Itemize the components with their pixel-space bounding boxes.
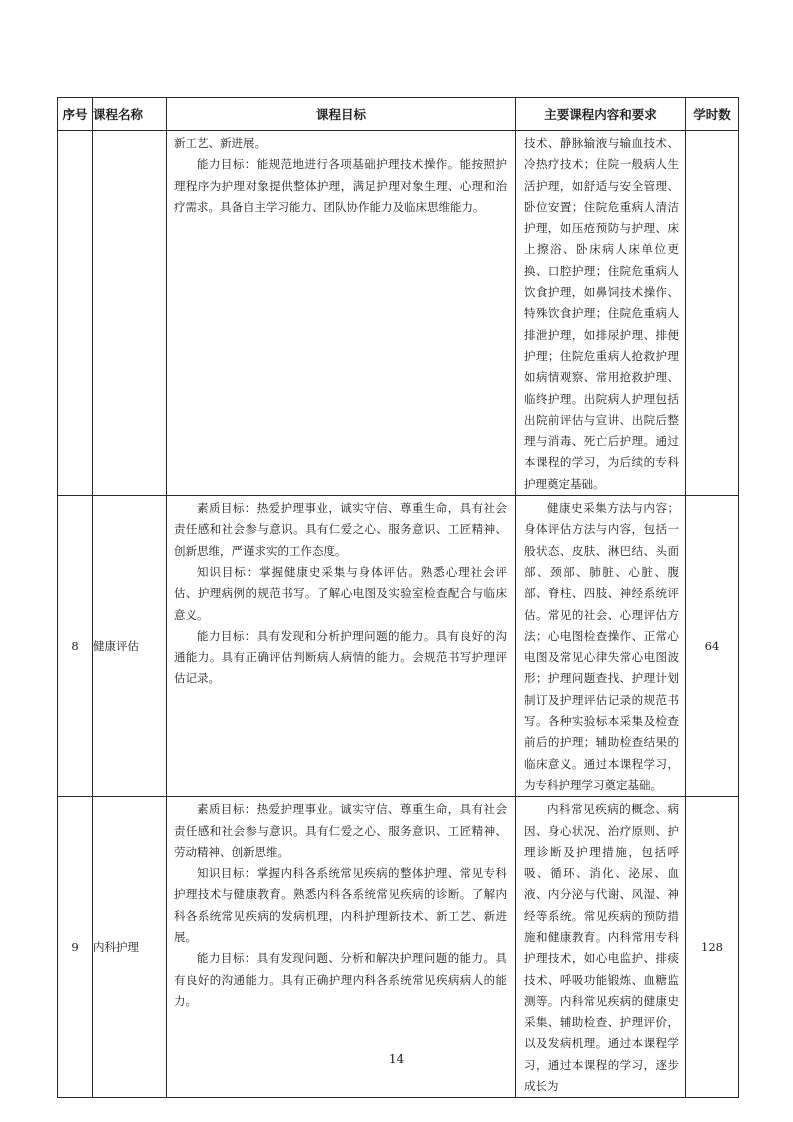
content-paragraph: 技术、静脉输液与输血技术、冷热疗技术；住院一般病人生活护理，如舒适与安全管理、卧位安置；住院危重病人清洁护理，如压疮预防与护理、床上擦浴、卧床病人床单位更换、口腔护理；住院危重病人饮食护理，如鼻饲技术操作、特殊饮食护理；住院危重病人排泄护理，如排尿护理、排便护理；住院危重病人抢救护理如病情观察、常用抢救护理、临终护理。出院病人护理包括出院前评估与宣讲、出院后整理与消毒、死亡后护理。通过本课程的学习，为后续的专科护理奠定基础。	[524, 136, 679, 491]
table-header-row	[58, 98, 739, 131]
table-row	[58, 131, 739, 496]
row-main-content	[516, 496, 686, 797]
header-main-content: 主要课程内容和要求	[516, 98, 686, 131]
row-hours: 64	[686, 496, 739, 797]
row-main-content	[516, 131, 686, 496]
row-course-goals	[167, 496, 516, 797]
course-table	[57, 97, 739, 1098]
row-number: 9	[58, 797, 93, 1098]
goal-paragraph: 新工艺、新进展。	[174, 136, 266, 150]
header-number: 序号	[58, 98, 93, 131]
content-paragraph: 健康史采集方法与内容；身体评估方法与内容，包括一般状态、皮肤、淋巴结、头面部、颈部、肺脏、心脏、腹部、脊柱、四肢、神经系统评估。常见的社会、心理评估方法；心电图检查操作、正常心电图及常见心律失常心电图波形；护理问题查找、护理计划制订及护理评估记录的规范书写。各种实验标本采集及检查前后的护理；辅助检查结果的临床意义。通过本课程学习，为专科护理学习奠定基础。	[524, 501, 679, 792]
goal-paragraph: 能力目标：具有发现和分析护理问题的能力。具有良好的沟通能力。具有正确评估判断病人病情的能力。会规范书写护理评估记录。	[174, 628, 507, 686]
table-row	[58, 496, 739, 797]
goal-paragraph: 素质目标：热爱护理事业。诚实守信、尊重生命，具有社会责任感和社会参与意识。具有仁爱之心、服务意识、工匠精神、劳动精神、创新思维。	[174, 802, 507, 859]
row-hours: 128	[686, 797, 739, 1098]
header-course-goals: 课程目标	[167, 98, 516, 131]
goal-paragraph: 知识目标：掌握健康史采集与身体评估。熟悉心理社会评估、护理病例的规范书写。了解心电图及实验室检查配合与临床意义。	[174, 564, 507, 622]
row-course-name: 健康评估	[93, 496, 167, 797]
row-course-name: 内科护理	[93, 797, 167, 1098]
row-number	[58, 131, 93, 496]
goal-paragraph: 能力目标：具有发现问题、分析和解决护理问题的能力。具有良好的沟通能力。具有正确护理内科各系统常见疾病病人的能力。	[174, 951, 507, 1008]
header-hours: 学时数	[686, 98, 739, 131]
row-course-goals	[167, 131, 516, 496]
goal-paragraph: 素质目标：热爱护理事业，诚实守信、尊重生命，具有社会责任感和社会参与意识。具有仁爱之心、服务意识、工匠精神、创新思维，严谨求实的工作态度。	[174, 501, 507, 558]
goal-paragraph: 知识目标：掌握内科各系统常见疾病的整体护理、常见专科护理技术与健康教育。熟悉内科各系统常见疾病的诊断。了解内科各系统常见疾病的发病机理，内科护理新技术、新工艺、新进展。	[174, 866, 507, 944]
goal-paragraph: 能力目标：能规范地进行各项基础护理技术操作。能按照护理程序为护理对象提供整体护理，满足护理对象生理、心理和治疗需求。具备自主学习能力、团队协作能力及临床思维能力。	[174, 157, 507, 214]
page-number: 14	[388, 1052, 405, 1066]
header-course-name: 课程名称	[93, 98, 167, 131]
row-hours	[686, 131, 739, 496]
row-number: 8	[58, 496, 93, 797]
row-course-name	[93, 131, 167, 496]
content-paragraph: 内科常见疾病的概念、病因、身心状况、治疗原则、护理诊断及护理措施，包括呼吸、循环、消化、泌尿、血液、内分泌与代谢、风湿、神经等系统。常见疾病的预防措施和健康教育。内科常用专科护理技术，如心电监护、排痰技术、呼吸功能锻炼、血糖监测等。内科常见疾病的健康史采集、辅助检查、护理评价，以及发病机理。通过本课程学习，通过本课程的学习，逐步成长为	[524, 802, 679, 1094]
